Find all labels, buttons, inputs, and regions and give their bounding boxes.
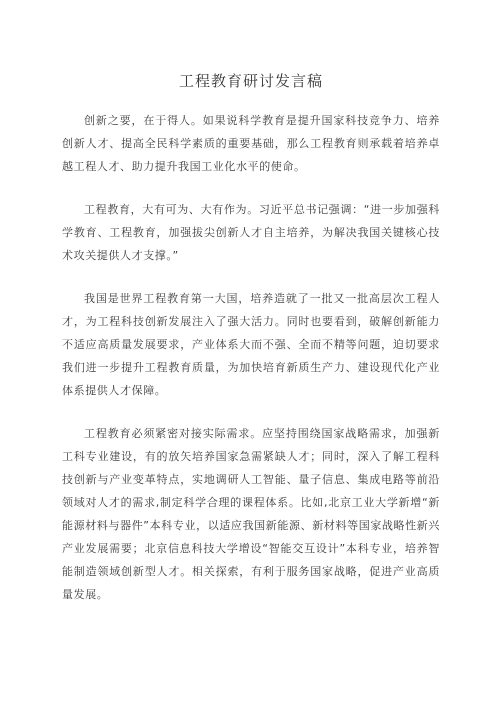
paragraph-2: 工程教育，大有可为、大有作为。习近平总书记强调：“进一步加强科学教育、工程教育，加强拔尖创新人才自主培养，为解决我国关键核心技术攻关提供人才支撑。”	[62, 203, 440, 262]
document-title: 工程教育研讨发言稿	[178, 72, 323, 90]
paragraph-1: 创新之要，在于得人。如果说科学教育是提升国家科技竞争力、培养创新人才、提高全民科学素质的重要基础，那么工程教育则承载着培养卓越工程人才、助力提升我国工业化水平的使命。	[62, 114, 440, 173]
paragraph-3: 我国是世界工程教育第一大国，培养造就了一批又一批高层次工程人才，为工程科技创新发展注入了强大活力。同时也要看到，破解创新能力不适应高质量发展要求，产业体系大而不强、全而不精等问题，迫切要求我们进一步提升工程教育质量，为加快培育新质生产力、建设现代化产业体系提供人才保障。	[62, 292, 440, 397]
paragraph-4: 工程教育必须紧密对接实际需求。应坚持围绕国家战略需求，加强新工科专业建设，有的放矢培养国家急需紧缺人才；同时，深入了解工程科技创新与产业变革特点，实地调研人工智能、量子信息、集成电路等前沿领域对人才的需求,制定科学合理的课程体系。比如,北京工业大学新增“新能源材料与器件”本科专业，以适应我国新能源、新材料等国家战略性新兴产业发展需要；北京信息科技大学增设“智能交互设计”本科专业，培养智能制造领域创新型人才。相关探索，有利于服务国家战略，促进产业高质量发展。	[62, 427, 440, 601]
